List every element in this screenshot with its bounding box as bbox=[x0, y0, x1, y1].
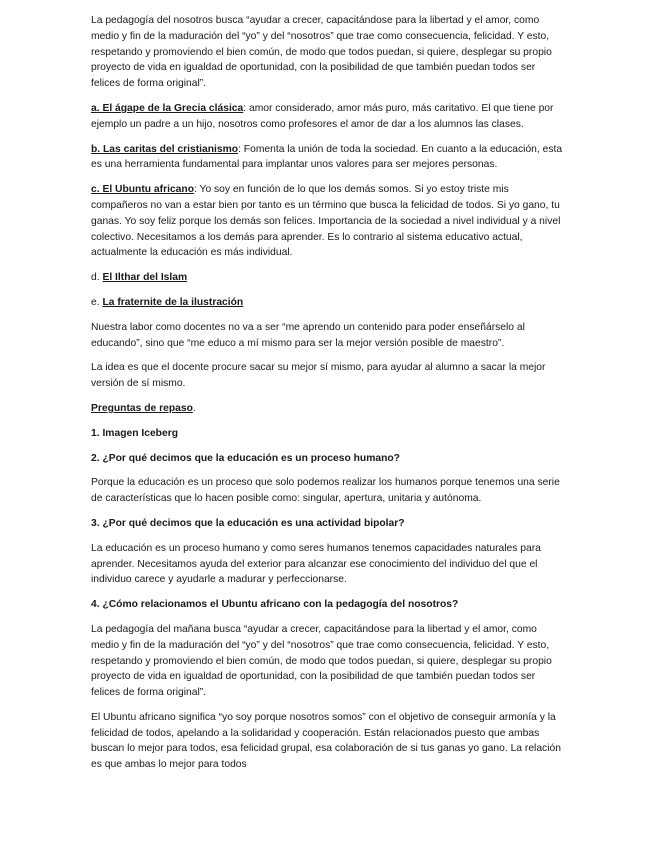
paragraph-intro: La pedagogía del nosotros busca “ayudar a crecer, capacitándose para la libertad y el amor, como medio y fin de la maduración del “yo” y del “nosotros” que trae como consecuencia, felicidad. Y esto, respetando y promoviendo el bien común, de modo que todos puedan, si quiere, desplegar su propio proyecto de vida en igualdad de oportunidad, con la posibilidad de que también puedan todos ser felices de forma original”. bbox=[91, 15, 552, 90]
paragraph-idea: La idea es que el docente procure sacar su mejor sí mismo, para ayudar al alumno a sacar la mejor versión de sí mismo. bbox=[91, 362, 546, 390]
item-a-label: a. El ágape de la Grecia clásica bbox=[91, 102, 244, 114]
answer-4-paragraph-2: El Ubuntu africano significa “yo soy porque nosotros somos” con el objetivo de conseguir armonía y la felicidad de todos, apelando a la solidaridad y cooperación. Están relacionados puesto que ambas buscan lo mejor para todos, esa felicidad grupal, esa colaboración de si tus ganas yo gano. La relación es que ambas lo mejor para todos bbox=[91, 711, 561, 771]
item-d-label: El Ilthar del Islam bbox=[102, 272, 188, 284]
item-d bbox=[91, 270, 566, 286]
item-e bbox=[91, 295, 566, 311]
item-c-label: c. El Ubuntu africano bbox=[91, 184, 194, 196]
answer-4-paragraph-1: La pedagogía del mañana busca “ayudar a crecer, capacitándose para la libertad y el amor, como medio y fin de la maduración del “yo” y del “nosotros” que trae como consecuencia, felicidad. Y esto, respetando y promoviendo el bien común, de modo que todos puedan, si quiere, desplegar su propio proyecto de vida en igualdad de oportunidad, con la posibilidad de que también puedan todos ser felices de forma original”. bbox=[91, 623, 552, 699]
item-c bbox=[91, 182, 566, 261]
item-d-prefix: d. bbox=[91, 272, 103, 284]
question-4: 4. ¿Cómo relacionamos el Ubuntu africano con la pedagogía del nosotros? bbox=[91, 599, 459, 611]
paragraph-docentes: Nuestra labor como docentes no va a ser “me aprendo un contenido para poder enseñárselo al educando”, sino que “me educo a mí mismo para ser la mejor versión posible de maestro”. bbox=[91, 321, 525, 349]
item-b-label: b. Las caritas del cristianismo bbox=[91, 143, 239, 155]
review-heading-label: Preguntas de repaso bbox=[91, 402, 193, 414]
item-c-text: : Yo soy en función de lo que los demás somos. Si yo estoy triste mis compañeros no van a estar bien por tanto es un término que busca la felicidad de todos. Si yo gano, tu ganas. Yo soy feliz porque los demás son felices. Importancia de la sociedad a nivel individual y a nivel colectivo. Necesitamos a los demás para aprender. Es lo contrario al sistema educativo actual, actualmente la educación es más individual. bbox=[91, 184, 561, 259]
item-b-text: : Fomenta la unión de toda la sociedad. En cuanto a la educación, esta es una herramienta fundamental para implantar unos valores para ser mejores personas. bbox=[91, 143, 563, 171]
question-3: 3. ¿Por qué decimos que la educación es una actividad bipolar? bbox=[91, 517, 405, 529]
answer-2: Porque la educación es un proceso que solo podemos realizar los humanos porque tenemos una serie de características que lo hacen posible como: singular, apertura, unitaria y autónoma. bbox=[91, 477, 560, 505]
item-e-prefix: e. bbox=[91, 296, 103, 308]
item-e-label: La fraternite de la ilustración bbox=[102, 296, 244, 308]
answer-3: La educación es un proceso humano y como seres humanos tenemos capacidades naturales para aprender. Necesitamos ayuda del exterior para alcanzar ese conocimiento del individuo del que el individuo carece y ayudarle a madurar y perfeccionarse. bbox=[91, 542, 541, 586]
item-a-text: : amor considerado, amor más puro, más caritativo. El que tiene por ejemplo un padre a un hijo, nosotros como profesores el amor de dar a los alumnos las clases. bbox=[91, 102, 554, 130]
item-a bbox=[91, 101, 566, 133]
review-heading-dot: . bbox=[192, 402, 196, 414]
question-2: 2. ¿Por qué decimos que la educación es un proceso humano? bbox=[91, 452, 400, 464]
review-heading bbox=[91, 401, 566, 417]
document-page bbox=[91, 13, 566, 782]
item-b bbox=[91, 142, 566, 174]
question-1: 1. Imagen Iceberg bbox=[91, 427, 178, 439]
